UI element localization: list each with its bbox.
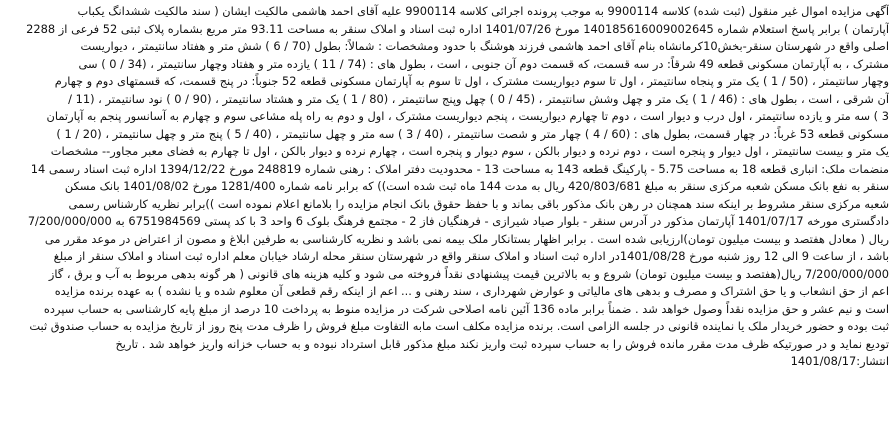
notice-line-8: مسکونی قطعه 53 غرباً: در چهار قسمت، بطول های : (60 / 4 ) چهار متر و شصت سانتیمتر ، (40 / 3 ) سه متر و چهل سانتیمتر ، (40 / 5 ) پنج متر و چهل سانتیمتر ، (20 / 1 ) xyxy=(56,126,889,141)
notice-line-17: اعم از حق انشعاب و یا حق اشتراک و مصرف و بدهی های مالیاتی و عوارض شهرداری ، سند رهنی و ... اعم از اینکه رقم قطعی آن معلوم شده و یا نشده ) به عهده برنده مزایده xyxy=(54,284,889,298)
notice-line-1: آگهی مزایده اموال غیر منقول (ثبت شده) کلاسه 9900114 به موجب پرونده اجرائی کلاسه 9900114 علیه آقای احمد هاشمی مالکیت ایشان ( سند مالکیت ششدانگ یکباب xyxy=(77,4,889,18)
notice-line-6: آن شرقی ، است ، بطول های : (46 / 1 ) یک متر و چهل وشش سانتیمتر ، (45 / 0 ) چهل وپنج سانتیمتر ، (80 / 1 ) یک متر و هشتاد سانتیمتر ، (90 / 0 ) نود سانتیمتر ، (11 / xyxy=(68,91,889,106)
notice-line-9: یک متر و بیست سانتیمتر ، اول دیوار و پنجره است ، دوم نرده و دیوار بالکن ، سوم دیوار و پنجره است ، چهارم نرده و دیوار بالکن ، اول تا چهارم به فضای معبر مجاور-- مشخصات xyxy=(50,144,889,158)
notice-line-20: تودیع نماید و در صورتیکه ظرف مدت مقرر مانده فروش را به حساب سپرده ثبت واریز نکند مبلغ مذکور قابل استرداد نبوده و به حساب خزانه واریز خواهد شد . تاریخ xyxy=(115,336,889,351)
notice-line-19: ثبت بوده و حضور خریدار ملک یا نماینده قانونی در جلسه الزامی است. برنده مزایده مکلف است مابه التفاوت مبلغ فروش را ظرف مدت پنج روز از تاریخ مزایده به حساب صندوق ثبت xyxy=(29,319,889,333)
notice-line-15: باشد ، از ساعت 9 الی 12 روز شنبه مورخ 1401/08/28در اداره ثبت اسناد و املاک سنقر واقع در شهرستان سنقر محله ارشاد خیابان معلم اداره ثبت اسناد و املاک سنقر از مبلغ xyxy=(53,249,889,263)
notice-line-11: سنقر به نفع بانک مسکن شعبه مرکزی سنقر به مبلغ 420/803/681 ریال به مدت 144 ماه ثبت شده است)) که برابر نامه شماره 1281/400 مورخ 1401/08/02 بانک مسکن xyxy=(64,179,889,193)
notice-line-18: است و نیم عشر و حق مزایده نقداً وصول خواهد شد . ضمناً برابر ماده 136 آئین نامه اصلاحی شرکت در مزایده منوط به پرداخت 10 درصد از مبلغ پایه کارشناسی به حساب سپرده xyxy=(43,301,889,316)
notice-line-16: 7/200/000/000 ریال(هفتصد و بیست میلیون تومان) شروع و به بالاترین قیمت پیشنهادی نقداً فروخته می شود و کلیه هزینه های قانونی ( هر گونه بدهی مربوط به آب و برق ، گاز xyxy=(48,266,889,281)
notice-line-12: شعبه مرکزی سنقر مشروط بر اینکه سند همچنان در رهن بانک مذکور باقی بماند و با حفظ حقوق بانک انجام مزایده را بلامانع اعلام نموده است ))برابر نظریه کارشناس رسمی xyxy=(68,196,889,211)
notice-line-7: 3 ) سه متر و یازده سانتیمتر ، اول درب و دیوار است ، دوم تا چهارم دیواریست ، پنجم دیواریست مشترک ، اول و دوم به راه پله مشاعی سوم و چهارم به آسانسور پنجم به آپارتمان xyxy=(46,109,889,123)
notice-line-5: وچهار سانتیمتر ، (50 / 1 ) یک متر و پنجاه سانتیمتر ، اول تا سوم دیواریست مشترک ، اول تا سوم به آپارتمان مسکونی قطعه 52 جنوباً: در پنج قسمت، که قسمتهای دوم و چهارم xyxy=(54,74,889,88)
notice-line-13: دادگستری مورخه 1401/07/17 آپارتمان مذکور در آدرس سنقر - بلوار صیاد شیرازی - فرهنگیان فاز 2 - مجتمع فرهنگ بلوک 6 واحد 3 با کد پستی 6751984569 به 7/200/000/000 xyxy=(27,214,889,228)
notice-line-2: آپارتمان ) برابر پاسخ استعلام شماره 140185616009002645 مورخ 1401/07/26 اداره ثبت اسناد و املاک سنقر به مساحت 93.11 متر مربع بشماره پلاک ثبتی 52 فرعی از 2288 xyxy=(26,21,889,36)
notice-line-14: ریال ( معادل هفتصد و بیست میلیون تومان)ارزیابی شده است . برابر اظهار بستانکار ملک بیمه نمی باشد و نظریه کارشناسی به طرفین ابلاغ و مصون از اعتراض در موعد مقرر می xyxy=(44,231,889,246)
notice-line-10: منضمات ملک: انباری قطعه 18 به مساحت 5.75 - پارکینگ قطعه 143 به مساحت 13 - محدودیت دفتر املاک : رهنی شماره 248819 مورخ 1394/12/22 اداره ثبت اسناد رسمی 14 xyxy=(30,161,889,176)
notice-line-3: اصلی واقع در شهرستان سنقر-بخش10کرمانشاه بنام آقای احمد هاشمی فرزند هوشنگ با حدود ومشخصات : شمالاً: بطول (70 / 6 ) شش متر و هفتاد سانتیمتر ، دیواریست xyxy=(80,39,889,53)
notice-line-4: مشترک ، به آپارتمان مسکونی قطعه 49 شرقاً: در سه قسمت، که قسمت دوم آن جنوبی ، است ، بطول های : (74 / 11 ) یازده متر و هفتاد وچهار سانتیمتر ، (34 / 0 ) سی xyxy=(78,56,889,71)
notice-line-21: انتشار:1401/08/17 xyxy=(790,354,889,368)
